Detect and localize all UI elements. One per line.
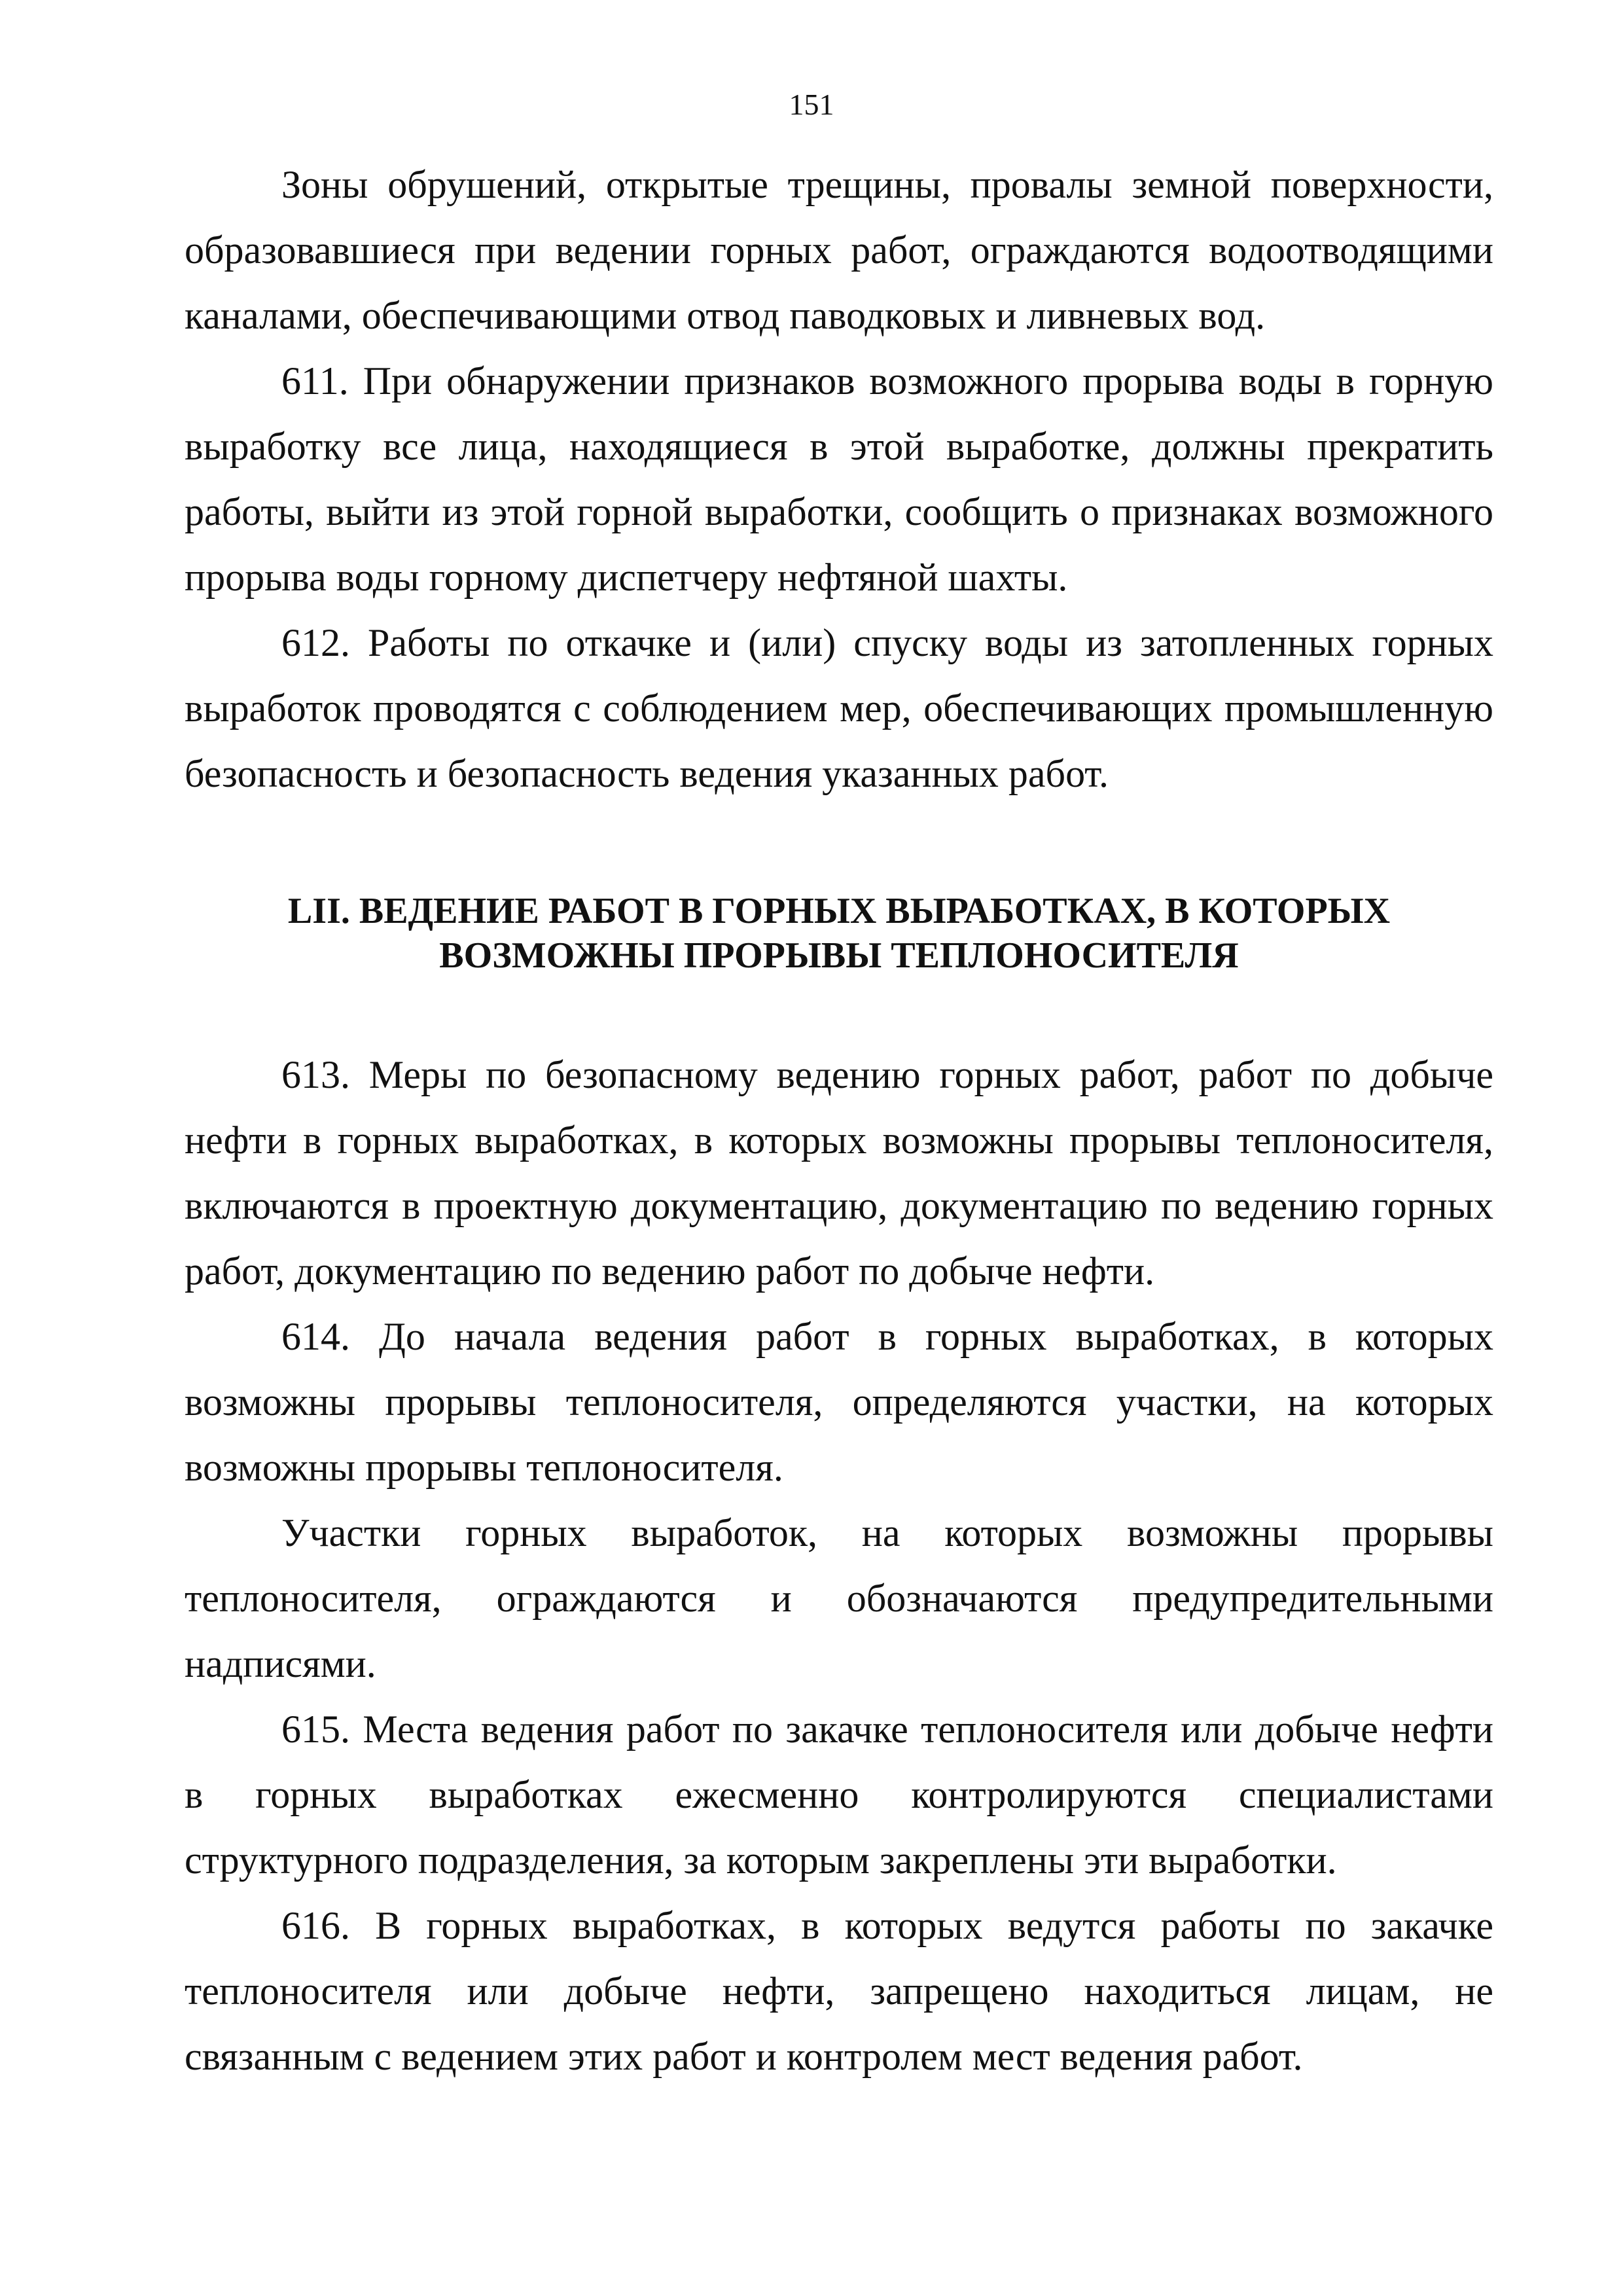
paragraph-collapse-zones: Зоны обрушений, открытые трещины, провалы земной поверхности, образовавшиеся при ведении горных работ, ограждаются водоотводящими каналами, обеспечивающими отвод паводковых и ливневых вод. (185, 163, 1493, 337)
document-body (185, 152, 1493, 2089)
section-heading (185, 889, 1493, 978)
paragraph-616: 616. В горных выработках, в которых ведутся работы по закачке теплоносителя или добыче нефти, запрещено находиться лицам, не связанным с ведением этих работ и контролем мест ведения работ. (185, 1904, 1493, 2078)
paragraph-615: 615. Места ведения работ по закачке теплоносителя или добыче нефти в горных выработках ежесменно контролируются специалистами структурного подразделения, за которым закреплены эти выработки. (185, 1708, 1493, 1882)
section-heading-line-2: ВОЗМОЖНЫ ПРОРЫВЫ ТЕПЛОНОСИТЕЛЯ (439, 935, 1239, 976)
section-heading-line-1: LII. ВЕДЕНИЕ РАБОТ В ГОРНЫХ ВЫРАБОТКАХ, В КОТОРЫХ (287, 891, 1391, 931)
paragraph-611: 611. При обнаружении признаков возможного прорыва воды в горную выработку все лица, находящиеся в этой выработке, должны прекратить работы, выйти из этой горной выработки, сообщить о признаках возможного прорыва воды горному диспетчеру нефтяной шахты. (185, 359, 1493, 599)
paragraph-613: 613. Меры по безопасному ведению горных работ, работ по добыче нефти в горных выработках, в которых возможны прорывы теплоносителя, включаются в проектную документацию, документацию по ведению горных работ, документацию по ведению работ по добыче нефти. (185, 1053, 1493, 1293)
paragraph-614: 614. До начала ведения работ в горных выработках, в которых возможны прорывы теплоносителя, определяются участки, на которых возможны прорывы теплоносителя. (185, 1315, 1493, 1489)
page-number: 151 (789, 88, 834, 121)
paragraph-612: 612. Работы по откачке и (или) спуску воды из затопленных горных выработок проводятся с соблюдением мер, обеспечивающих промышленную безопасность и безопасность ведения указанных работ. (185, 621, 1493, 795)
paragraph-coolant-zones: Участки горных выработок, на которых возможны прорывы теплоносителя, ограждаются и обозначаются предупредительными надписями. (185, 1511, 1493, 1685)
